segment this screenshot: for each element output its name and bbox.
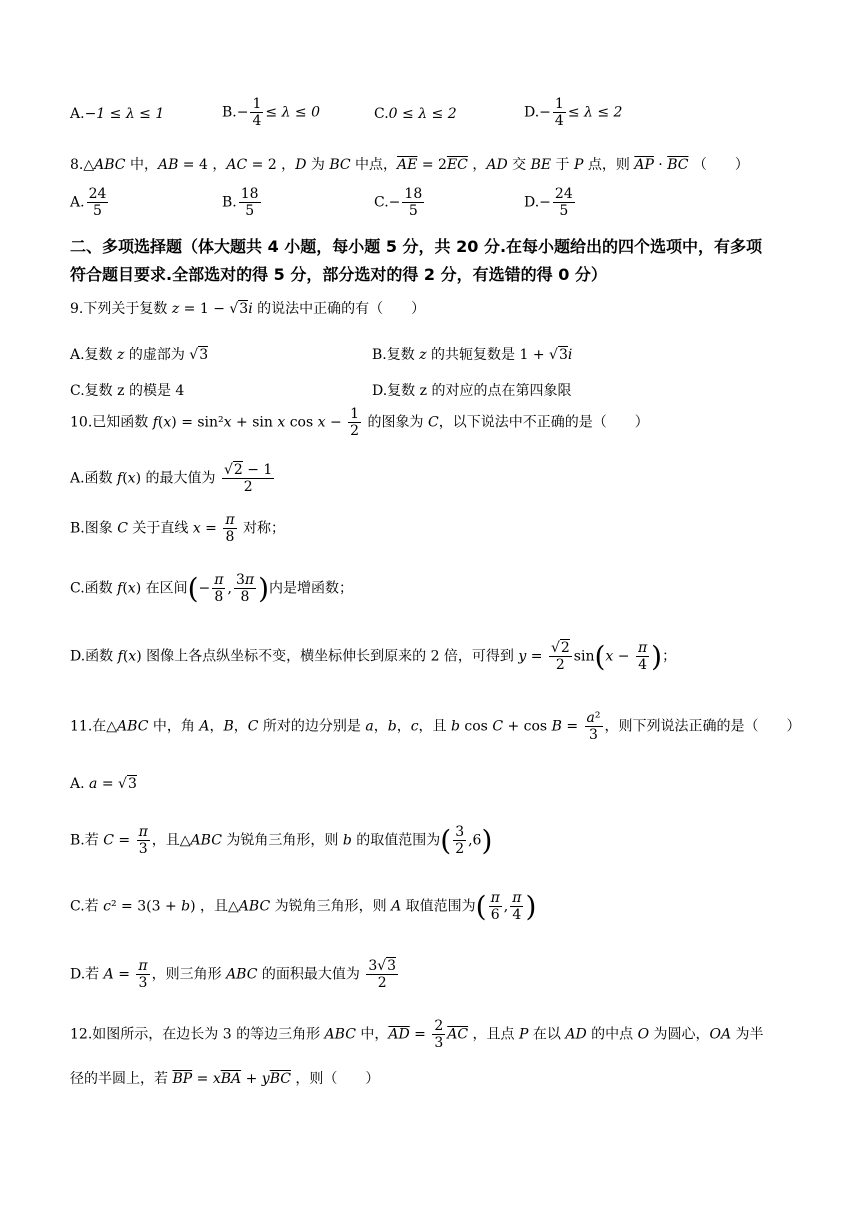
q10-stem: 10.已知函数 f(x) = sin²x + sin x cos x − $\frac{1}{2}$ 的图象为 C，以下说法中不正确的是（ ）	[70, 406, 649, 439]
q8-option-c[interactable]: C.− $\frac{18}{5}$	[374, 186, 423, 219]
q10-option-d[interactable]: D.函数 f(x) 图像上各点纵坐标不变，横坐标伸长到原来的 2 倍，可得到 y = $\frac{√2}{2}$ sin(x − $\frac{\pi}{4}$ )；	[70, 640, 677, 673]
section2-heading-line1: 二、多项选择题（体大题共 4 小题，每小题 5 分，共 20 分.在每小题给出的四个选项中，有多项	[70, 237, 763, 256]
q10-option-b[interactable]: B.图象 C 关于直线 x = $\frac{\pi}{8}$ 对称；	[70, 512, 286, 545]
q9-option-a[interactable]: A.复数 z 的虚部为 √3	[70, 347, 209, 363]
section2-heading-line2: 符合题目要求.全部选对的得 5 分，部分选对的得 2 分，有选错的得 0 分）	[70, 265, 607, 284]
q8-option-d[interactable]: D.− $\frac{24}{5}$	[524, 186, 573, 219]
q7-option-d[interactable]: D.− $\frac{1}{4}$ ≤ λ ≤ 2	[524, 96, 623, 129]
q11-option-c[interactable]: C.若 c² = 3(3 + b) ，且△ABC 为锐角三角形，则 A 取值范围为( $\frac{\pi}{6}$ , $\frac{\pi}{4}$ )	[70, 890, 537, 923]
q10-option-c[interactable]: C.函数 f(x) 在区间(− $\frac{\pi}{8}$ , $\frac{3\pi}{8}$ )内是增函数；	[70, 572, 353, 605]
q10-option-a[interactable]: A.函数 f(x) 的最大值为 $\frac{√2 - 1}{2}$	[70, 462, 273, 495]
q11-stem: 11.在△ABC 中，角 A，B，C 所对的边分别是 a，b，c，且 b cos C + cos B = $\frac{\text{a²}}{3}$ ，则下列说法正确的是（ ）	[70, 710, 801, 743]
q7-option-c[interactable]: C.0 ≤ λ ≤ 2	[374, 106, 457, 122]
q7-option-b[interactable]: B.− $\frac{1}{4}$ ≤ λ ≤ 0	[222, 96, 320, 129]
q9-option-c[interactable]: C.复数 z 的模是 4	[70, 383, 185, 399]
q9-option-b[interactable]: B.复数 z 的共轭复数是 1 + √3i	[372, 347, 573, 363]
q11-option-b[interactable]: B.若 C = $\frac{\pi}{3}$ ，且△ABC 为锐角三角形，则 b 的取值范围为( $\frac{3}{2}$ ,6)	[70, 824, 493, 857]
q12-stem-line2: 径的半圆上，若 $\overline{BP} = x\overline{BA} + y\overline{BC}$ ，则（ ）	[70, 1071, 380, 1087]
q11-option-d[interactable]: D.若 A = $\frac{\pi}{3}$ ，则三角形 ABC 的面积最大值为 $\frac{3√3}{2}$	[70, 958, 397, 991]
q9-option-d[interactable]: D.复数 z 的对应的点在第四象限	[372, 383, 572, 399]
q8-option-a[interactable]: A. $\frac{24}{5}$	[70, 186, 107, 219]
q12-stem-line1: 12.如图所示，在边长为 3 的等边三角形 ABC 中，$\overline{AD}$ = $\frac{2}{3}$ $\overline{AC}$ ，且点 P 在以 AD 的中点 O 为圆心，OA 为半	[70, 1018, 764, 1051]
q8-stem: 8.△ABC 中，AB = 4 ，AC = 2 ，D 为 BC 中点，$\overline{AE} = 2\overline{EC}$ ，AD 交 BE 于 P 点，则 $\overline{AP} \cdot \overline{BC}$ （ ）	[70, 157, 749, 173]
q7-option-a[interactable]: A.−1 ≤ λ ≤ 1	[70, 106, 165, 122]
q11-option-a[interactable]: A. a = √3	[70, 776, 137, 792]
q8-option-b[interactable]: B. $\frac{18}{5}$	[222, 186, 259, 219]
q9-stem: 9.下列关于复数 z = 1 − √3i 的说法中正确的有（ ）	[70, 301, 426, 317]
